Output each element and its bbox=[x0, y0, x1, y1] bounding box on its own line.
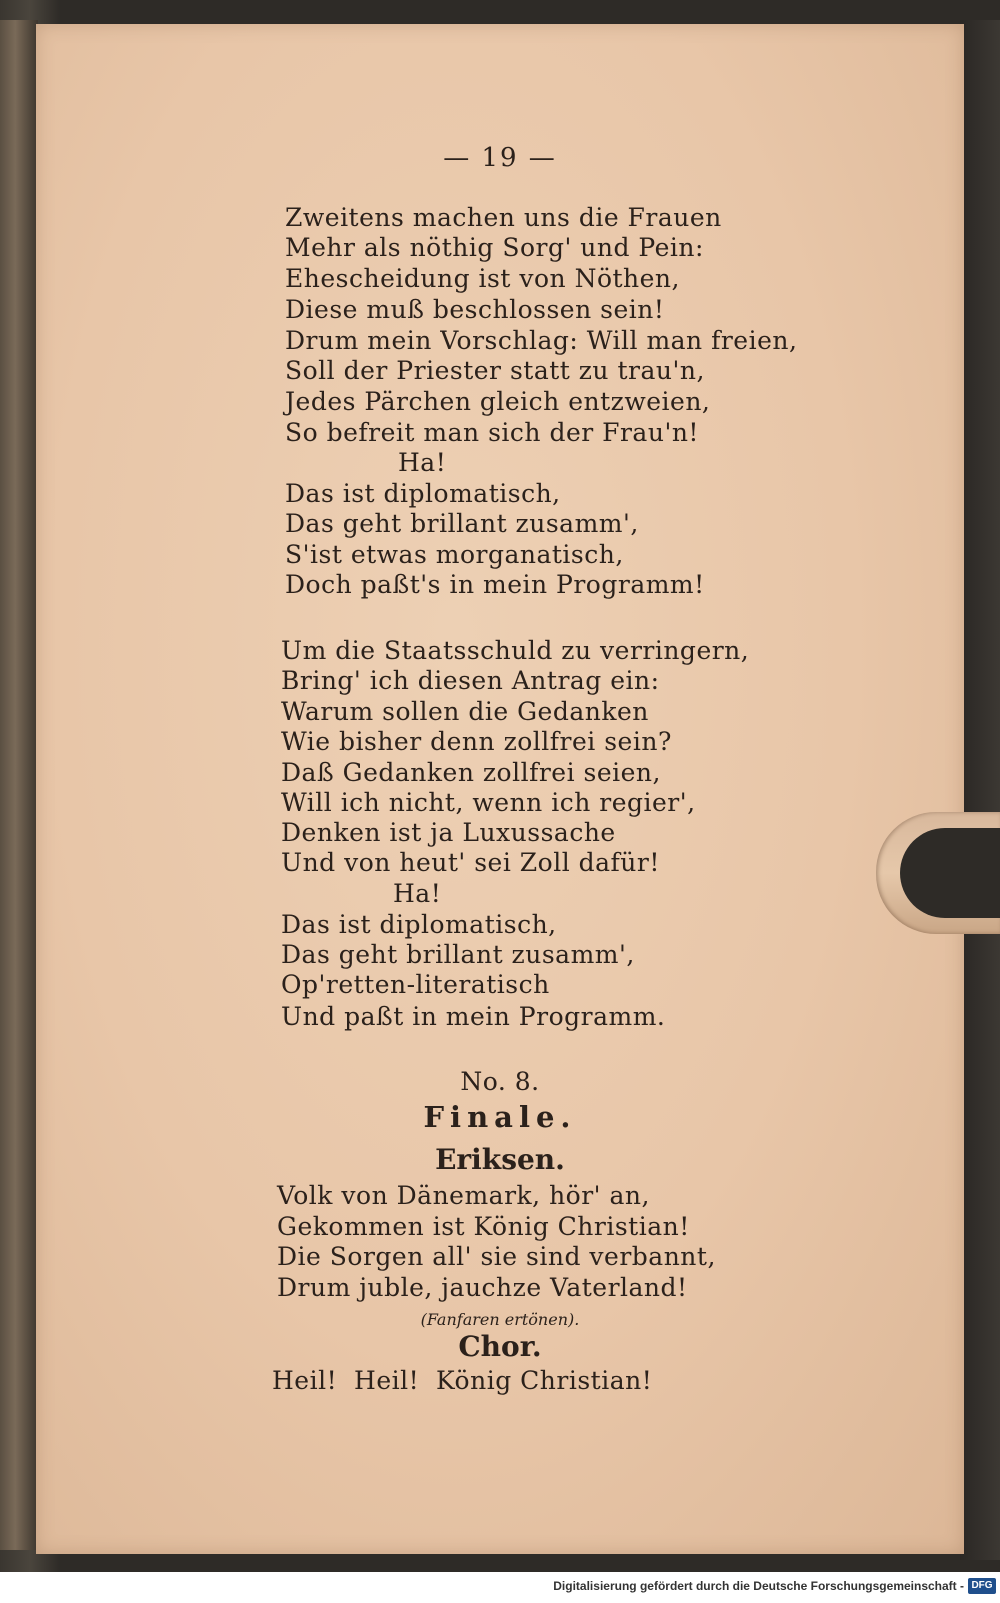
verse-line: Das ist diplomatisch, bbox=[281, 910, 557, 939]
verse-line: So befreit man sich der Frau'n! bbox=[285, 418, 699, 447]
page-clip-gap bbox=[900, 828, 1000, 918]
verse-line: Jedes Pärchen gleich entzweien, bbox=[285, 387, 711, 416]
number-label: No. 8. bbox=[460, 1067, 540, 1096]
dfg-logo: DFG bbox=[968, 1578, 996, 1594]
verse-line: Bring' ich diesen Antrag ein: bbox=[281, 666, 660, 695]
verse-line: Das geht brillant zusamm', bbox=[285, 509, 639, 538]
page-number: — 19 — bbox=[443, 143, 557, 173]
verse-line: Um die Staatsschuld zu verringern, bbox=[281, 636, 750, 665]
verse-line: Und paßt in mein Programm. bbox=[281, 1002, 666, 1031]
stage-direction: (Fanfaren ertönen). bbox=[420, 1310, 580, 1329]
verse-line: Drum juble, jauchze Vaterland! bbox=[277, 1273, 688, 1302]
verse-line: S'ist etwas morganatisch, bbox=[285, 540, 624, 569]
speaker-name: Chor. bbox=[458, 1330, 542, 1363]
verse-line: Und von heut' sei Zoll dafür! bbox=[281, 848, 660, 877]
speaker-name: Eriksen. bbox=[435, 1143, 565, 1176]
verse-line: Will ich nicht, wenn ich regier', bbox=[281, 788, 696, 817]
verse-line: Drum mein Vorschlag: Will man freien, bbox=[285, 326, 798, 355]
right-page-edge bbox=[960, 20, 1000, 1560]
exclamation-ha: Ha! bbox=[398, 448, 447, 477]
verse-line: Denken ist ja Luxussache bbox=[281, 818, 616, 847]
verse-line: Op'retten-literatisch bbox=[281, 970, 550, 999]
verse-line: Warum sollen die Gedanken bbox=[281, 697, 649, 726]
verse-line: Doch paßt's in mein Programm! bbox=[285, 570, 705, 599]
verse-line: Mehr als nöthig Sorg' und Pein: bbox=[285, 233, 704, 262]
verse-line: Diese muß beschlossen sein! bbox=[285, 295, 665, 324]
exclamation-ha: Ha! bbox=[393, 879, 442, 908]
verse-line: Soll der Priester statt zu trau'n, bbox=[285, 356, 705, 385]
verse-line: Gekommen ist König Christian! bbox=[277, 1212, 690, 1241]
chorus-line: Heil! Heil! König Christian! bbox=[272, 1366, 653, 1395]
verse-line: Daß Gedanken zollfrei seien, bbox=[281, 758, 661, 787]
verse-line: Die Sorgen all' sie sind verbannt, bbox=[277, 1242, 716, 1271]
verse-line: Ehescheidung ist von Nöthen, bbox=[285, 264, 680, 293]
digitization-footer bbox=[0, 1572, 1000, 1603]
verse-line: Volk von Dänemark, hör' an, bbox=[277, 1181, 650, 1210]
verse-line: Zweitens machen uns die Frauen bbox=[285, 203, 722, 232]
verse-line: Das geht brillant zusamm', bbox=[281, 940, 635, 969]
verse-line: Wie bisher denn zollfrei sein? bbox=[281, 727, 672, 756]
section-title: Finale. bbox=[423, 1100, 577, 1134]
verse-line: Das ist diplomatisch, bbox=[285, 479, 561, 508]
footer-text: Digitalisierung gefördert durch die Deutsche Forschungsgemeinschaft - bbox=[553, 1579, 964, 1593]
